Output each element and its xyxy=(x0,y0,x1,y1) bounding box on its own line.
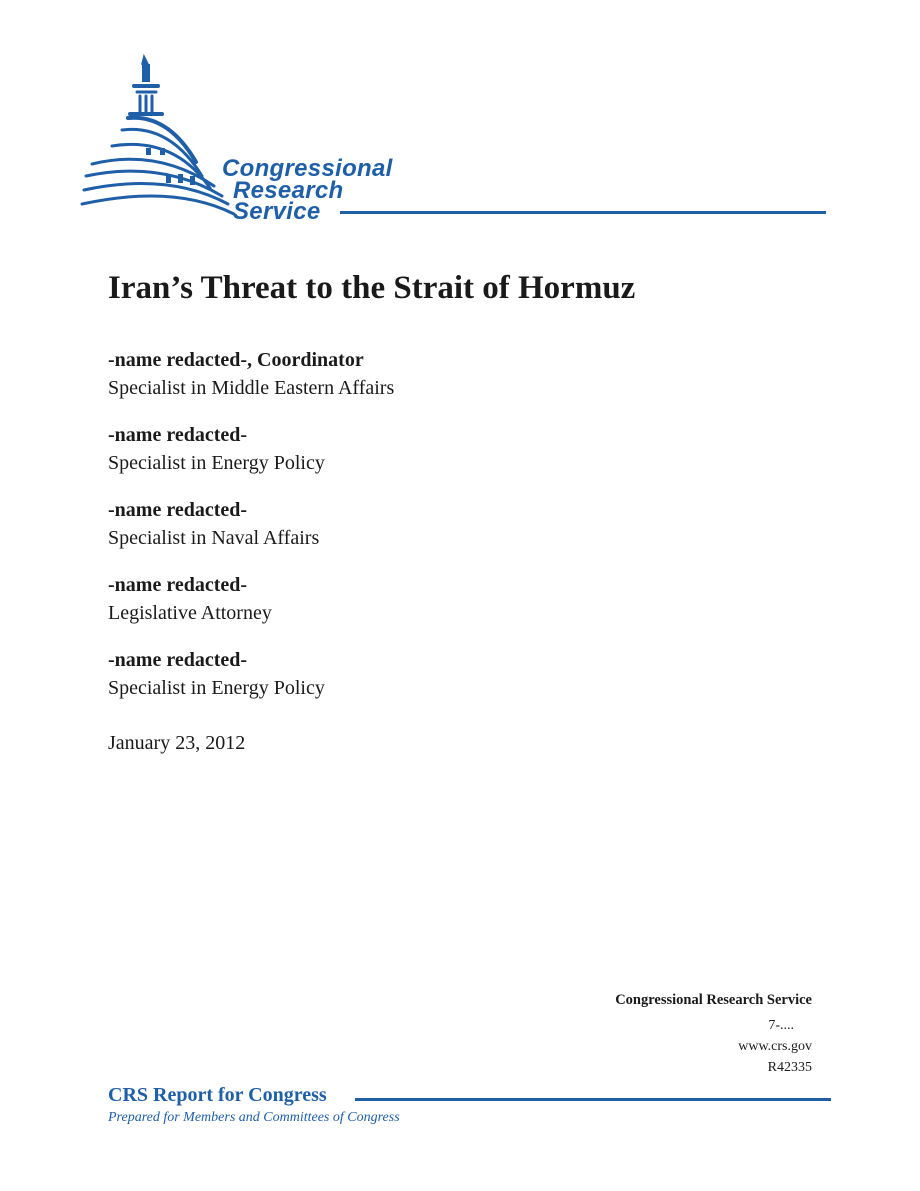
author-role: Specialist in Energy Policy xyxy=(108,677,325,699)
logo-word-research: Research xyxy=(233,177,344,204)
crs-info-block xyxy=(615,990,812,1078)
report-date: January 23, 2012 xyxy=(108,732,246,754)
crs-report-subtitle: Prepared for Members and Committees of Congress xyxy=(108,1110,400,1125)
logo-rule xyxy=(340,211,826,214)
author-role: Legislative Attorney xyxy=(108,602,272,624)
author-name: -name redacted- xyxy=(108,574,248,596)
crs-website-link[interactable]: www.crs.gov xyxy=(738,1039,812,1054)
footer-rule xyxy=(355,1098,831,1101)
author-block xyxy=(108,346,394,402)
author-role: Specialist in Energy Policy xyxy=(108,452,325,474)
crs-report-label: CRS Report for Congress xyxy=(108,1084,327,1106)
author-role: Specialist in Middle Eastern Affairs xyxy=(108,377,395,399)
author-name: -name redacted- xyxy=(108,424,248,446)
author-block xyxy=(108,496,319,552)
crs-org-name: Congressional Research Service xyxy=(615,992,812,1008)
author-role: Specialist in Naval Affairs xyxy=(108,527,320,549)
crs-phone: 7-.... xyxy=(768,1018,794,1033)
capitol-dome-logo xyxy=(78,52,238,222)
report-title-heading: Iran’s Threat to the Strait of Hormuz xyxy=(108,270,636,306)
author-block xyxy=(108,571,272,627)
logo-word-congressional: Congressional xyxy=(222,155,393,182)
logo-word-service: Service xyxy=(233,198,321,225)
author-block xyxy=(108,421,325,477)
author-name: -name redacted- xyxy=(108,499,248,521)
author-name: -name redacted- xyxy=(108,649,248,671)
author-block xyxy=(108,646,325,702)
author-name: -name redacted-, Coordinator xyxy=(108,349,364,371)
crs-report-number: R42335 xyxy=(767,1060,812,1075)
